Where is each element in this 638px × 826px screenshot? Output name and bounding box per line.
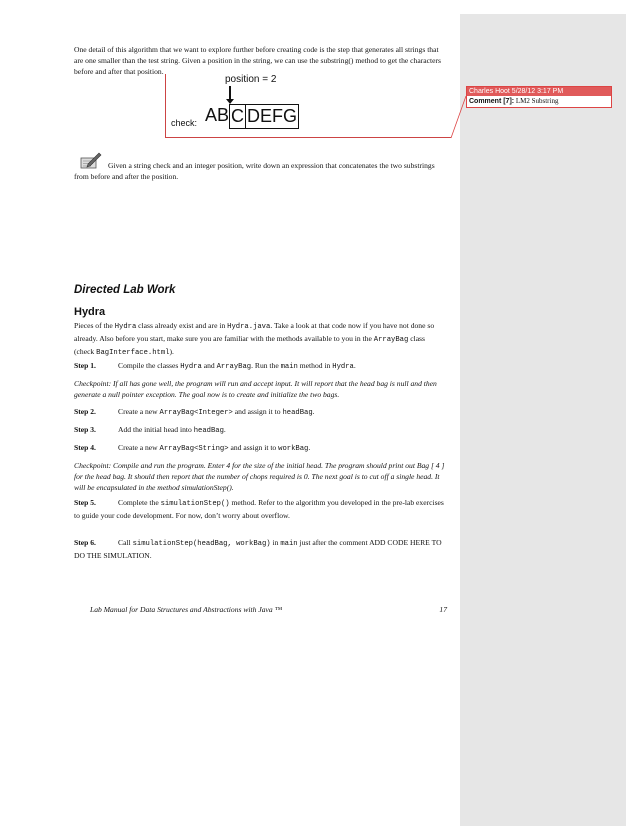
comment-body (467, 96, 611, 107)
exercise-paragraph (74, 160, 447, 182)
text-run: . (308, 443, 311, 452)
comment-author-timestamp: Charles Hoot 5/28/12 3:17 PM (467, 87, 611, 96)
position-arrow-icon (229, 86, 231, 100)
text-run: in (270, 538, 281, 547)
comment-label: Comment [7]: (469, 98, 515, 105)
step-5 (74, 497, 447, 521)
text-run: and assign it to (232, 407, 283, 416)
text-run: method in (297, 361, 333, 370)
text-run: . Take a look at that code now if you have not done so already. Also before you start, make sure you are familiar with the methods available to you in the (74, 321, 435, 343)
code-run: main (280, 363, 298, 371)
step-number: Step 1. (74, 361, 96, 370)
hydra-paragraph (74, 320, 447, 359)
step-number: Step 4. (74, 443, 96, 452)
exercise-text: Given a string check and an integer position, write down an expression that concatenates the two substrings from before and after the position. (74, 161, 435, 181)
comment-balloon[interactable] (466, 86, 612, 108)
code-run: workBag (278, 445, 309, 453)
substring-figure (165, 74, 315, 136)
code-run: headBag (193, 427, 224, 435)
code-run: Hydra.java (227, 323, 271, 331)
comment-text: LM2 Substring (514, 97, 559, 105)
text-run: Call (118, 538, 133, 547)
step-number: Step 3. (74, 425, 96, 434)
footer-title: Lab Manual for Data Structures and Abstractions with Java ™ (90, 605, 283, 614)
text-run: and (201, 361, 217, 370)
code-run: headBag (282, 409, 313, 417)
text-run: Pieces of the (74, 321, 115, 330)
page-footer (90, 605, 447, 614)
checkpoint-2: Checkpoint: Compile and run the program. Enter 4 for the size of the initial head. The program should print out Bag [ 4 ] for the head bag. It should then report that the number of chops required is 0. The next goal is to cut off a single head. It will be encapsulated in the method simulationStep(). (74, 461, 445, 492)
text-run: just after the comment ADD CODE HERE TO DO THE SIMULATION. (74, 538, 442, 560)
comments-margin (460, 14, 626, 826)
step-number: Step 2. (74, 407, 96, 416)
text-run: . Run the (251, 361, 281, 370)
code-run: Hydra (180, 363, 202, 371)
text-run: Complete the (118, 498, 161, 507)
text-run: Compile the classes (118, 361, 181, 370)
code-run: ArrayBag (216, 363, 252, 371)
code-run: ArrayBag<String> (159, 445, 229, 453)
figure-position-label: position = 2 (225, 74, 277, 85)
code-run: ArrayBag (373, 336, 409, 344)
comment-connector-line (451, 96, 466, 138)
step-number: Step 5. (74, 498, 96, 507)
step-4 (74, 442, 447, 455)
figure-chars-after: DEFG (246, 104, 299, 129)
intro-paragraph: One detail of this algorithm that we want to explore further before creating code is the step that generates all strings that are one smaller than the test string. Given a position in the string, we can use the substring() method to get the characters before and after that position. (74, 45, 441, 76)
code-run: simulationStep(headBag, workBag) (132, 540, 271, 548)
text-run: class already exist and are in (136, 321, 228, 330)
text-run: ). (169, 347, 174, 356)
step-6 (74, 537, 447, 561)
text-run: and assign it to (228, 443, 279, 452)
text-run: Add the initial head into (118, 425, 194, 434)
step-number: Step 6. (74, 538, 96, 547)
figure-string (205, 104, 299, 129)
code-run: ArrayBag<Integer> (159, 409, 233, 417)
code-run: Hydra (332, 363, 354, 371)
figure-chars-before: AB (205, 105, 230, 125)
step-1 (74, 360, 447, 373)
text-run: class (check (74, 334, 425, 356)
text-run: Create a new (118, 407, 160, 416)
text-run: . (353, 361, 356, 370)
figure-check-label: check: (171, 118, 198, 128)
checkpoint-1: Checkpoint: If all has gone well, the program will run and accept input. It will report that the head bag is null and then generate a null pointer exception. The goal now is to create and initialize the two bags. (74, 379, 437, 399)
code-run: BagInterface.html (96, 349, 170, 357)
comment-anchor-rule (165, 137, 451, 138)
text-run: . (312, 407, 315, 416)
text-run: Create a new (118, 443, 160, 452)
step-2 (74, 406, 447, 419)
step-3 (74, 424, 447, 437)
text-run: method. Refer to the algorithm you developed in the pre-lab exercises to guide your code development. For now, don’t worry about overflow. (74, 498, 444, 520)
code-run: simulationStep() (160, 500, 230, 508)
code-run: Hydra (114, 323, 137, 331)
page-number: 17 (439, 605, 447, 614)
code-run: main (280, 540, 298, 548)
figure-char-at-position: C (229, 104, 246, 129)
text-run: . (223, 425, 226, 434)
section-title: Directed Lab Work (74, 284, 176, 296)
subsection-title: Hydra (74, 306, 106, 318)
